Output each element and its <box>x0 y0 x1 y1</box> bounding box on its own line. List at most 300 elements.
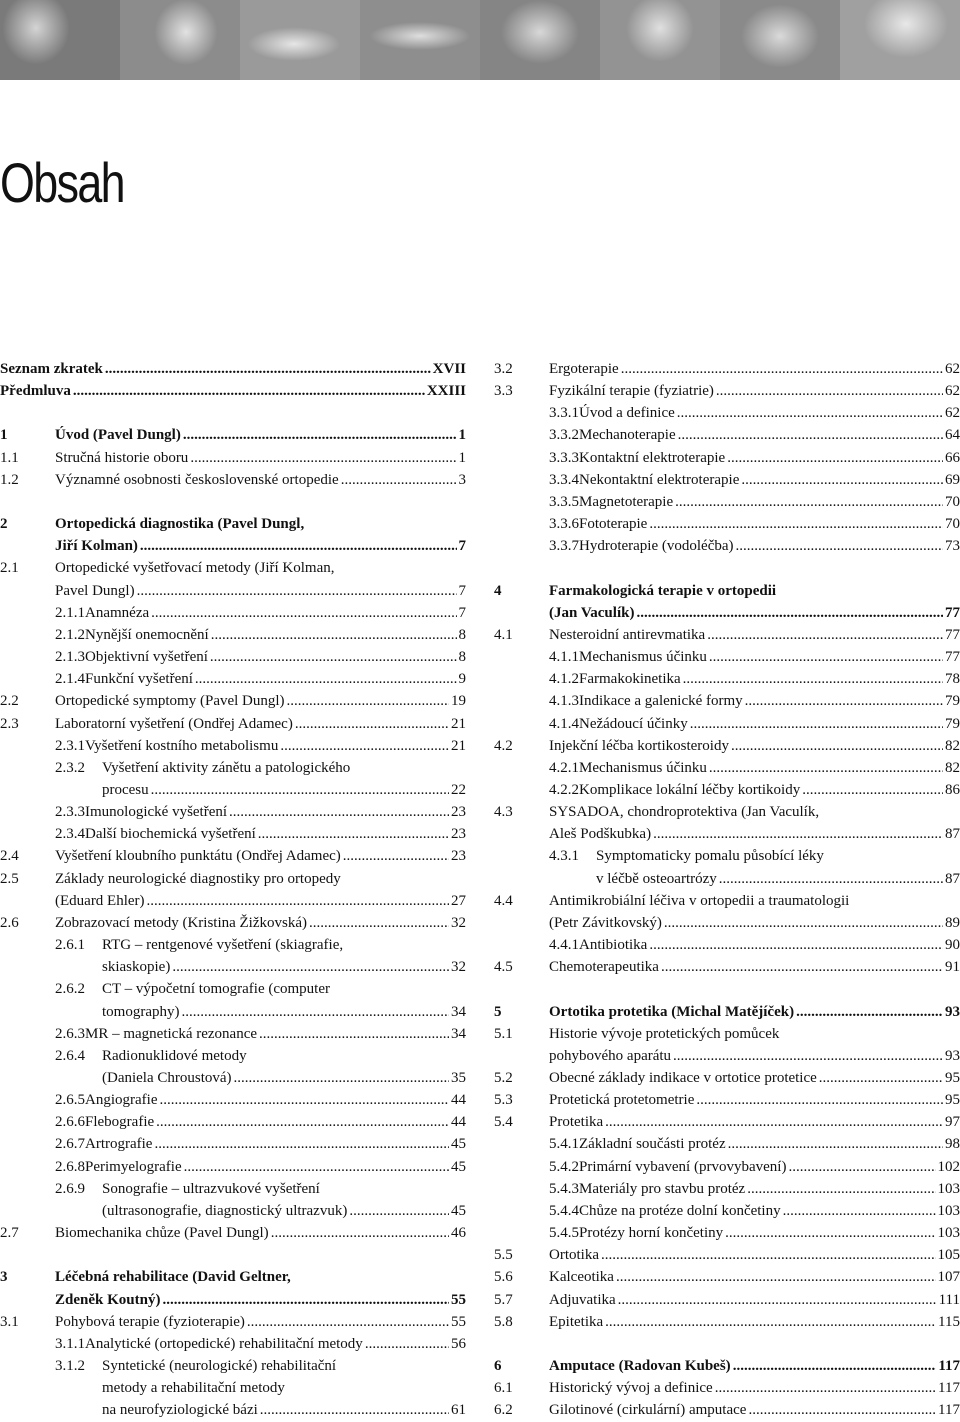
toc-entry[interactable] <box>494 779 960 801</box>
toc-entry[interactable] <box>0 1222 466 1244</box>
toc-entry[interactable] <box>0 868 466 890</box>
toc-leader-dots <box>647 513 943 535</box>
toc-leader-dots <box>232 1067 449 1089</box>
toc-entry-code: 2.1.2 <box>55 624 85 646</box>
toc-leader-dots <box>193 668 457 690</box>
toc-entry-content <box>549 1045 960 1067</box>
toc-entry-title: (ultrasonografie, diagnostický ultrazvuk) <box>102 1200 347 1222</box>
toc-entry[interactable] <box>0 912 466 934</box>
toc-page-number: 115 <box>936 1311 960 1333</box>
toc-entry[interactable] <box>0 690 466 712</box>
toc-entry-content <box>55 1111 466 1133</box>
toc-entry-title: Perimyelografie <box>85 1156 182 1178</box>
toc-entry-title: Fyzikální terapie (fyziatrie) <box>549 380 714 402</box>
toc-entry-code: 2.3.3 <box>55 801 85 823</box>
toc-entry-title: Analytické (ortopedické) rehabilitační metody <box>85 1333 363 1355</box>
toc-entry-content <box>549 1355 960 1377</box>
toc-entry-title: Protézy horní končetiny <box>579 1222 723 1244</box>
toc-entry-title: Vyšetření kostního metabolismu <box>85 735 278 757</box>
toc-entry-code: 2.6.2 <box>55 978 102 1000</box>
toc-entry-content <box>55 668 466 690</box>
toc-entry-title: Vyšetření aktivity zánětu a patologického <box>102 757 350 779</box>
toc-page-number: 62 <box>943 402 960 424</box>
toc-entry[interactable] <box>494 1200 960 1222</box>
toc-entry[interactable] <box>0 1377 466 1399</box>
toc-entry[interactable] <box>494 1377 960 1399</box>
toc-entry[interactable] <box>0 1067 466 1089</box>
toc-entry-content <box>549 1399 960 1421</box>
toc-entry-content <box>549 845 960 867</box>
knee-lateral-xray-image <box>120 0 240 80</box>
toc-entry-code: 5.4.5 <box>549 1222 579 1244</box>
toc-entry[interactable] <box>0 757 466 779</box>
toc-entry[interactable] <box>0 1133 466 1155</box>
toc-entry-content <box>596 868 960 890</box>
toc-leader-dots <box>781 1200 936 1222</box>
toc-page-number: 34 <box>449 1001 466 1023</box>
toc-page-number: 23 <box>449 823 466 845</box>
toc-entry-content <box>102 1200 466 1222</box>
toc-entry[interactable] <box>0 513 466 535</box>
toc-page-number: 89 <box>943 912 960 934</box>
toc-leader-dots <box>714 380 943 402</box>
toc-entry-number: 1.1 <box>0 447 19 469</box>
toc-entry[interactable] <box>0 580 466 602</box>
toc-entry[interactable] <box>0 801 466 823</box>
toc-entry[interactable] <box>0 557 466 579</box>
toc-entry[interactable] <box>0 1156 466 1178</box>
toc-entry[interactable] <box>0 1333 466 1355</box>
toc-entry-content <box>55 1178 466 1200</box>
toc-leader-dots <box>707 646 943 668</box>
toc-entry[interactable] <box>494 1266 960 1288</box>
toc-entry[interactable] <box>494 646 960 668</box>
toc-entry-content <box>55 912 466 934</box>
toc-entry-code: 2.6.1 <box>55 934 102 956</box>
toc-entry-content <box>102 1377 466 1399</box>
toc-entry-content <box>55 690 466 712</box>
toc-leader-dots <box>603 1311 936 1333</box>
toc-entry-title: Magnetoterapie <box>579 491 673 513</box>
toc-entry-content <box>55 1133 466 1155</box>
toc-entry-content <box>549 1266 960 1288</box>
toc-entry-title: Farmakologická terapie v ortopedii <box>549 580 776 602</box>
toc-entry[interactable] <box>0 1023 466 1045</box>
toc-entry-code: 4.2.2 <box>549 779 579 801</box>
toc-page-number: 27 <box>449 890 466 912</box>
toc-gap <box>0 402 466 424</box>
toc-entry[interactable] <box>494 845 960 867</box>
toc-entry-content <box>549 757 960 779</box>
toc-entry[interactable] <box>494 1001 960 1023</box>
toc-page-number: 90 <box>943 934 960 956</box>
toc-entry[interactable] <box>0 1289 466 1311</box>
toc-page-number: 73 <box>943 535 960 557</box>
toc-entry-content <box>549 469 960 491</box>
toc-leader-dots <box>745 1178 935 1200</box>
toc-entry-content <box>549 424 960 446</box>
toc-leader-dots <box>152 1133 449 1155</box>
toc-entry-content <box>549 912 960 934</box>
toc-leader-dots <box>603 1111 943 1133</box>
toc-entry-number: 5.5 <box>494 1244 513 1266</box>
toc-entry-title: v léčbě osteoartrózy <box>596 868 717 890</box>
toc-entry-title: Mechanoterapie <box>579 424 676 446</box>
toc-entry[interactable] <box>0 978 466 1000</box>
toc-leader-dots <box>734 535 943 557</box>
toc-entry[interactable] <box>0 956 466 978</box>
toc-entry[interactable] <box>494 735 960 757</box>
toc-entry[interactable] <box>494 1399 960 1421</box>
toc-page-number: 55 <box>449 1289 466 1311</box>
toc-entry-code: 4.1.4 <box>549 713 579 735</box>
toc-entry-content <box>549 1311 960 1333</box>
toc-entry[interactable] <box>0 602 466 624</box>
toc-entry[interactable] <box>494 580 960 602</box>
toc-entry-number: 2.1 <box>0 557 19 579</box>
toc-entry-title: Chemoterapeutika <box>549 956 659 978</box>
toc-entry[interactable] <box>0 1178 466 1200</box>
toc-gap <box>494 1333 960 1355</box>
toc-entry[interactable] <box>494 1133 960 1155</box>
toc-leader-dots <box>257 1023 449 1045</box>
toc-entry-title: Ergoterapie <box>549 358 619 380</box>
toc-page-number: 117 <box>936 1399 960 1421</box>
toc-leader-dots <box>363 1333 449 1355</box>
toc-page-number: 32 <box>449 956 466 978</box>
toc-column-left <box>0 358 466 1422</box>
toc-entry-title: Úvod a definice <box>579 402 675 424</box>
toc-page-number: 62 <box>943 380 960 402</box>
toc-entry[interactable] <box>494 491 960 513</box>
toc-entry-title: (Jan Vaculík) <box>549 602 634 624</box>
toc-entry[interactable] <box>494 469 960 491</box>
toc-entry-title: Ortotika protetika (Michal Matějíček) <box>549 1001 794 1023</box>
toc-entry[interactable] <box>494 690 960 712</box>
toc-entry-title: Syntetické (neurologické) rehabilitační <box>102 1355 336 1377</box>
toc-entry[interactable] <box>0 1200 466 1222</box>
toc-entry[interactable] <box>0 646 466 668</box>
toc-entry[interactable] <box>494 1311 960 1333</box>
toc-entry-content <box>55 1266 466 1288</box>
toc-entry[interactable] <box>0 1001 466 1023</box>
toc-page-number: 55 <box>449 1311 466 1333</box>
toc-entry[interactable] <box>494 402 960 424</box>
toc-entry[interactable] <box>494 713 960 735</box>
toc-entry[interactable] <box>494 801 960 823</box>
toc-gap <box>494 557 960 579</box>
toc-entry[interactable] <box>494 380 960 402</box>
toc-entry-title: Vyšetření kloubního punktátu (Ondřej Adamec) <box>55 845 341 867</box>
toc-entry-content <box>549 779 960 801</box>
toc-entry-content <box>549 890 960 912</box>
toc-entry[interactable] <box>494 668 960 690</box>
toc-entry-content <box>102 1399 466 1421</box>
toc-leader-dots <box>208 646 457 668</box>
toc-entry-content <box>549 402 960 424</box>
toc-leader-dots <box>293 713 449 735</box>
toc-leader-dots <box>676 424 943 446</box>
toc-entry[interactable] <box>0 1045 466 1067</box>
toc-page-number: 77 <box>943 624 960 646</box>
toc-entry-content <box>55 823 466 845</box>
toc-entry[interactable] <box>0 358 466 380</box>
toc-page-number: 93 <box>943 1045 960 1067</box>
toc-page-number: 79 <box>943 713 960 735</box>
toc-entry-title: skiaskopie) <box>102 956 170 978</box>
toc-entry[interactable] <box>494 823 960 845</box>
toc-entry-content <box>549 1023 960 1045</box>
toc-entry-content <box>549 602 960 624</box>
toc-entry-title: Významné osobnosti československé ortopedie <box>55 469 339 491</box>
toc-entry-title: procesu <box>102 779 149 801</box>
toc-page-number: 70 <box>943 491 960 513</box>
toc-entry-content <box>549 513 960 535</box>
toc-leader-dots <box>181 424 457 446</box>
toc-leader-dots <box>135 580 457 602</box>
toc-entry[interactable] <box>0 1311 466 1333</box>
toc-entry[interactable] <box>0 624 466 646</box>
toc-entry-content <box>549 735 960 757</box>
toc-leader-dots <box>746 1399 936 1421</box>
toc-entry-code: 2.3.4 <box>55 823 85 845</box>
toc-entry-content <box>55 735 466 757</box>
toc-entry-title: Mechanismus účinku <box>579 757 707 779</box>
toc-entry[interactable] <box>0 424 466 446</box>
toc-entry[interactable] <box>494 1067 960 1089</box>
toc-leader-dots <box>138 535 457 557</box>
toc-page-number: 21 <box>449 713 466 735</box>
toc-entry[interactable] <box>494 912 960 934</box>
toc-entry[interactable] <box>0 668 466 690</box>
toc-entry[interactable] <box>494 513 960 535</box>
toc-entry[interactable] <box>494 447 960 469</box>
toc-entry-title: Adjuvatika <box>549 1289 616 1311</box>
toc-entry[interactable] <box>0 447 466 469</box>
toc-entry-number: 6.2 <box>494 1399 513 1421</box>
toc-entry-number: 5.4 <box>494 1111 513 1133</box>
toc-entry[interactable] <box>494 1156 960 1178</box>
toc-entry-title: Symptomaticky pomalu působící léky <box>596 845 824 867</box>
toc-entry-content <box>55 1355 466 1377</box>
toc-leader-dots <box>817 1067 943 1089</box>
toc-entry[interactable] <box>0 890 466 912</box>
toc-page-number: XXIII <box>425 380 466 402</box>
toc-page-number: 45 <box>449 1156 466 1178</box>
toc-entry[interactable] <box>0 1266 466 1288</box>
toc-entry[interactable] <box>0 1089 466 1111</box>
toc-entry[interactable] <box>494 1244 960 1266</box>
toc-leader-dots <box>269 1222 449 1244</box>
toc-entry-title: Imunologické vyšetření <box>85 801 227 823</box>
toc-entry-title: metody a rehabilitační metody <box>102 1377 285 1399</box>
toc-entry[interactable] <box>494 1289 960 1311</box>
toc-entry[interactable] <box>0 735 466 757</box>
toc-entry-content <box>549 713 960 735</box>
toc-entry-code: 2.6.5 <box>55 1089 85 1111</box>
toc-entry-title: Gilotinové (cirkulární) amputace <box>549 1399 746 1421</box>
toc-entry-title: RTG – rentgenové vyšetření (skiagrafie, <box>102 934 343 956</box>
toc-entry-number: 3.1 <box>0 1311 19 1333</box>
toc-entry[interactable] <box>0 779 466 801</box>
pelvis-xray-image <box>480 0 600 80</box>
toc-entry-content <box>55 1023 466 1045</box>
toc-entry-number: 2.3 <box>0 713 19 735</box>
toc-entry-number: 2 <box>0 513 8 535</box>
toc-entry[interactable] <box>0 823 466 845</box>
toc-leader-dots <box>729 735 943 757</box>
toc-page-number: 44 <box>449 1089 466 1111</box>
toc-entry[interactable] <box>494 934 960 956</box>
toc-entry-content <box>549 1089 960 1111</box>
toc-entry-code: 3.3.1 <box>549 402 579 424</box>
toc-entry-title: Základy neurologické diagnostiky pro ortopedy <box>55 868 341 890</box>
toc-entry[interactable] <box>0 1111 466 1133</box>
toc-entry-number: 4.2 <box>494 735 513 757</box>
toc-entry[interactable] <box>0 934 466 956</box>
toc-entry-number: 4.1 <box>494 624 513 646</box>
toc-entry[interactable] <box>494 358 960 380</box>
toc-entry-number: 5.7 <box>494 1289 513 1311</box>
toc-entry-code: 3.3.4 <box>549 469 579 491</box>
toc-entry[interactable] <box>0 469 466 491</box>
toc-entry-title: Základní součásti protéz <box>579 1133 726 1155</box>
toc-entry[interactable] <box>494 1222 960 1244</box>
toc-leader-dots <box>160 1289 449 1311</box>
toc-entry-content <box>102 779 466 801</box>
toc-leader-dots <box>188 447 456 469</box>
toc-entry-title: tomography) <box>102 1001 179 1023</box>
toc-leader-dots <box>614 1266 936 1288</box>
toc-page-number: 32 <box>449 912 466 934</box>
toc-entry[interactable] <box>494 624 960 646</box>
toc-entry[interactable] <box>494 1045 960 1067</box>
toc-entry[interactable] <box>0 713 466 735</box>
toc-entry-title: Mechanismus účinku <box>579 646 707 668</box>
toc-entry-number: 3.2 <box>494 358 513 380</box>
toc-entry-title: Ortopedická diagnostika (Pavel Dungl, <box>55 513 304 535</box>
toc-page-number: 117 <box>936 1355 960 1377</box>
toc-entry-code: 5.4.3 <box>549 1178 579 1200</box>
toc-entry-content <box>549 380 960 402</box>
toc-gap <box>0 491 466 513</box>
hand-xray-image <box>600 0 720 80</box>
toc-leader-dots <box>307 912 449 934</box>
toc-entry[interactable] <box>494 1089 960 1111</box>
toc-entry[interactable] <box>494 890 960 912</box>
toc-entry[interactable] <box>0 535 466 557</box>
toc-column-right <box>494 358 960 1422</box>
toc-leader-dots <box>786 1156 935 1178</box>
knee-xray-image <box>0 0 120 80</box>
toc-entry-number: 4.5 <box>494 956 513 978</box>
toc-entry[interactable] <box>494 757 960 779</box>
toc-page-number: 22 <box>449 779 466 801</box>
toc-entry-code: 2.6.8 <box>55 1156 85 1178</box>
toc-leader-dots <box>671 1045 943 1067</box>
toc-entry-code: 2.1.1 <box>55 602 85 624</box>
toc-entry[interactable] <box>494 602 960 624</box>
toc-entry-code: 3.3.6 <box>549 513 579 535</box>
toc-page-number: 21 <box>449 735 466 757</box>
toc-entry-code: 3.3.5 <box>549 491 579 513</box>
toc-entry-content <box>549 1200 960 1222</box>
toc-page-number: 8 <box>457 624 467 646</box>
shoulder-xray-image <box>840 0 960 80</box>
toc-entry-code: 4.1.2 <box>549 668 579 690</box>
toc-entry-title: Zobrazovací metody (Kristina Žižkovská) <box>55 912 307 934</box>
toc-entry-number: 5.6 <box>494 1266 513 1288</box>
page-title: Obsah <box>0 150 124 215</box>
toc-entry[interactable] <box>494 1023 960 1045</box>
toc-entry-title: Angiografie <box>85 1089 157 1111</box>
toc-entry-title: Anamnéza <box>85 602 149 624</box>
toc-entry-content <box>55 469 466 491</box>
toc-entry-code: 2.6.9 <box>55 1178 102 1200</box>
toc-entry[interactable] <box>0 380 466 402</box>
toc-entry-number: 2.2 <box>0 690 19 712</box>
toc-entry-content <box>549 690 960 712</box>
toc-entry-content <box>549 1111 960 1133</box>
toc-leader-dots <box>726 1133 943 1155</box>
toc-entry-title: Primární vybavení (prvovybavení) <box>579 1156 786 1178</box>
toc-entry-code: 2.6.7 <box>55 1133 85 1155</box>
toc-entry[interactable] <box>494 868 960 890</box>
toc-page-number: 35 <box>449 1067 466 1089</box>
toc-entry[interactable] <box>0 1355 466 1377</box>
toc-entry[interactable] <box>494 535 960 557</box>
toc-entry[interactable] <box>494 1111 960 1133</box>
toc-entry-content <box>549 1178 960 1200</box>
toc-entry-content <box>102 1067 466 1089</box>
toc-entry-code: 3.1.1 <box>55 1333 85 1355</box>
toc-entry[interactable] <box>494 1178 960 1200</box>
toc-entry-title: Ortopedické vyšetřovací metody (Jiří Kolman, <box>55 557 335 579</box>
toc-entry-title: Funkční vyšetření <box>85 668 193 690</box>
toc-entry-content <box>549 1067 960 1089</box>
toc-entry-title: Epitetika <box>549 1311 603 1333</box>
toc-entry-title: Zdeněk Koutný) <box>55 1289 160 1311</box>
toc-entry-content <box>549 1289 960 1311</box>
toc-entry-title: Chůze na protéze dolní končetiny <box>579 1200 781 1222</box>
toc-entry[interactable] <box>494 424 960 446</box>
toc-leader-dots <box>145 890 449 912</box>
toc-entry[interactable] <box>0 845 466 867</box>
toc-entry[interactable] <box>0 1399 466 1421</box>
toc-leader-dots <box>739 469 943 491</box>
toc-entry-number: 3.3 <box>494 380 513 402</box>
toc-entry-content <box>549 491 960 513</box>
toc-entry-content <box>549 801 960 823</box>
toc-entry-content <box>55 646 466 668</box>
toc-entry-number: 5.1 <box>494 1023 513 1045</box>
toc-entry-content <box>55 535 466 557</box>
toc-entry-title: Antibiotika <box>579 934 647 956</box>
toc-page-number: 105 <box>936 1244 960 1266</box>
toc-leader-dots <box>154 1111 449 1133</box>
toc-page-number: 62 <box>943 358 960 380</box>
toc-leader-dots <box>245 1311 449 1333</box>
toc-entry[interactable] <box>494 1355 960 1377</box>
toc-entry[interactable] <box>494 956 960 978</box>
toc-entry-title: Radionuklidové metody <box>102 1045 247 1067</box>
toc-leader-dots <box>285 690 449 712</box>
toc-entry-title: Pavel Dungl) <box>55 580 135 602</box>
toc-leader-dots <box>723 1222 935 1244</box>
toc-entry-content <box>549 447 960 469</box>
toc-page-number: 45 <box>449 1200 466 1222</box>
toc-entry-code: 4.1.1 <box>549 646 579 668</box>
